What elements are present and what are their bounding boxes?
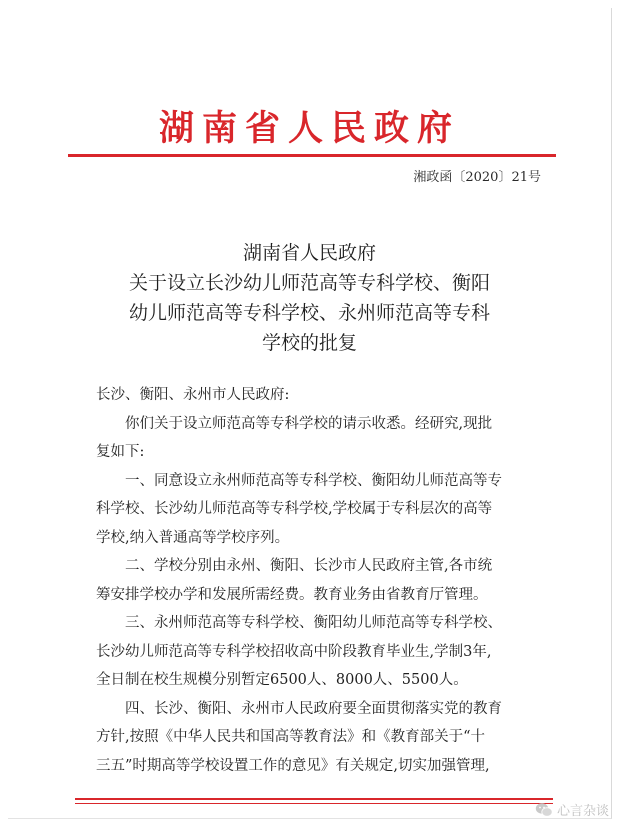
- document-title-line: 关于设立长沙幼儿师范高等专科学校、衡阳: [128, 272, 490, 294]
- paragraph-line: 全日制在校生规模分别暂定6500人、8000人、5500人。: [96, 672, 468, 688]
- wechat-icon: [535, 802, 553, 818]
- footer-rule-thin: [75, 803, 553, 804]
- paragraph-line: 筹安排学校办学和发展所需经费。教育业务由省教育厅管理。: [96, 586, 488, 603]
- paragraph-line: 你们关于设立师范高等专科学校的请示收悉。经研究,现批: [125, 415, 493, 432]
- paragraph-line: 长沙幼儿师范高等专科学校招收高中阶段教育毕业生,学制3年,: [96, 643, 492, 660]
- paragraph-line: 复如下:: [96, 444, 145, 460]
- letterhead-title: 湖南省人民政府: [158, 109, 460, 149]
- document-title-line: 学校的批复: [261, 332, 357, 354]
- document-title: [8, 238, 611, 358]
- footer-rule: [75, 798, 553, 800]
- paragraph-line: 一、同意设立永州师范高等专科学校、衡阳幼儿师范高等专: [125, 472, 502, 489]
- paragraph-line: 学校,纳入普通高等学校序列。: [96, 529, 290, 546]
- addressee: 长沙、衡阳、永州市人民政府:: [96, 387, 290, 403]
- document-body: [96, 381, 556, 780]
- document-page: [8, 8, 612, 819]
- document-title-line: 湖南省人民政府: [242, 242, 376, 264]
- paragraph-line: 二、学校分别由永州、衡阳、长沙市人民政府主管,各市统: [125, 558, 493, 574]
- watermark: [535, 800, 609, 819]
- paragraph-line: 三、永州师范高等专科学校、衡阳幼儿师范高等专科学校、: [125, 615, 502, 631]
- document-title-line: 幼儿师范高等专科学校、永州师范高等专科: [128, 302, 490, 324]
- watermark-text: 心言杂谈: [556, 804, 609, 819]
- letterhead-rule: [68, 154, 556, 157]
- paragraph-line: 四、长沙、衡阳、永州市人民政府要全面贯彻落实党的教育: [125, 700, 502, 717]
- document-number: 湘政函〔2020〕21号: [413, 170, 541, 185]
- paragraph-line: 方针,按照《中华人民共和国高等教育法》和《教育部关于“十: [96, 729, 486, 745]
- paragraph-line: 三五”时期高等学校设置工作的意见》有关规定,切实加强管理,: [96, 757, 490, 774]
- paragraph-line: 科学校、长沙幼儿师范高等专科学校,学校属于专科层次的高等: [96, 501, 493, 517]
